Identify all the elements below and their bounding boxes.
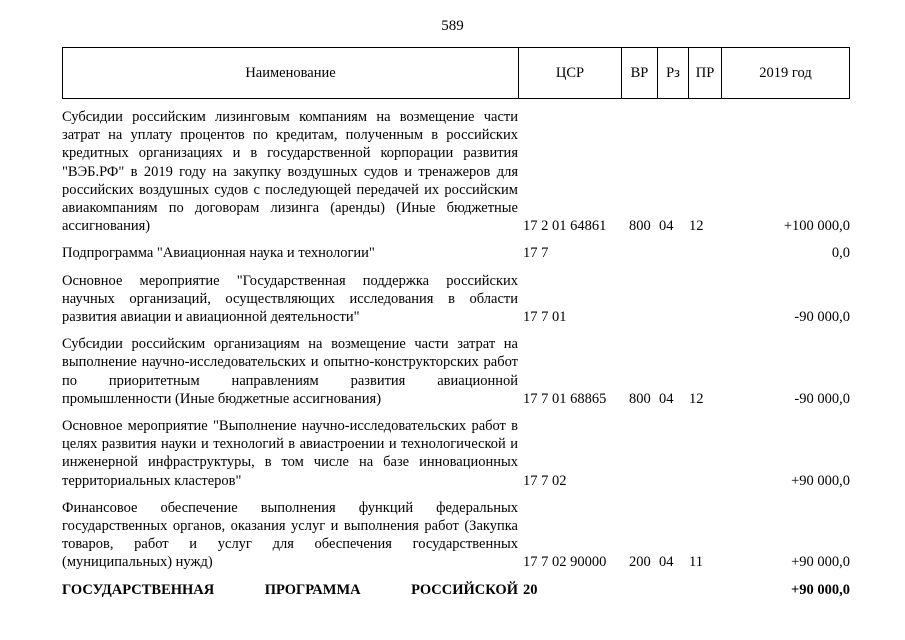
page-number: 589 (441, 18, 464, 34)
table-row (62, 335, 850, 408)
row-name: Субсидии российским организациям на возмещение части затрат на выполнение научно-исследовательских и опытно-конструкторских работ по приоритетным направлениям развития авиационной промышленности (Иные бюджетные ассигнования) (62, 336, 518, 407)
row-csr: 17 7 (523, 245, 549, 262)
row-pr: 11 (689, 554, 703, 571)
row-vr: 800 (629, 218, 651, 235)
row-rz: 04 (659, 218, 674, 235)
row-value: +90 000,0 (790, 581, 850, 598)
row-value: 0,0 (831, 245, 850, 262)
header-rz: Рз (658, 48, 689, 98)
row-rz: 04 (659, 554, 674, 571)
header-pr: ПР (689, 48, 722, 98)
table-row (62, 417, 850, 490)
row-name: Субсидии российским лизинговым компаниям на возмещение части затрат на уплату процентов по кредитам, полученным в российских кредитных организациях и в государственной корпорации развития "ВЭБ.РФ" в 2019 году на закупку воздушных судов и тренажеров для российских воздушных судов с последующей передачей их российским авиакомпаниям по договорам лизинга (аренды) (Иные бюджетные ассигнования) (62, 109, 518, 235)
row-csr: 17 7 02 90000 (523, 554, 607, 571)
row-vr: 800 (629, 390, 651, 407)
row-value: +90 000,0 (791, 554, 850, 571)
table-header (62, 47, 850, 99)
row-name: Основное мероприятие "Государственная поддержка российских научных организаций, осуществляющих исследования в области развития авиации и авиационной деятельности" (62, 272, 518, 326)
header-year: 2019 год (759, 64, 812, 81)
row-value: -90 000,0 (794, 309, 850, 326)
table-body (62, 108, 850, 608)
row-name: Финансовое обеспечение выполнения функций федеральных государственных органов, оказания услуг и выполнения работ (Закупка товаров, работ и услуг для обеспечения государственных (муниципальных) нужд) (62, 499, 518, 571)
table-row (62, 244, 850, 262)
row-csr: 17 7 01 (523, 309, 567, 326)
row-name: Основное мероприятие "Выполнение научно-исследовательских работ в целях развития науки и технологий в авиастроении и технологической и инженерной инфраструктуры, в том числе на базе инновационных территориальных кластеров" (62, 418, 518, 489)
row-value: -90 000,0 (794, 390, 850, 407)
table-row (62, 499, 850, 572)
header-vr: ВР (622, 48, 658, 98)
row-csr: 17 7 02 (523, 472, 567, 489)
row-csr: 20 (523, 581, 538, 598)
row-vr: 200 (629, 554, 651, 571)
header-name: Наименование (63, 48, 519, 98)
row-value: +90 000,0 (791, 472, 850, 489)
table-row (62, 581, 850, 599)
table-row (62, 272, 850, 327)
row-name: Подпрограмма "Авиационная наука и технологии" (62, 245, 375, 262)
row-rz: 04 (659, 390, 674, 407)
table-row (62, 108, 850, 235)
row-csr: 17 2 01 64861 (523, 218, 607, 235)
row-pr: 12 (689, 218, 704, 235)
row-pr: 12 (689, 390, 704, 407)
header-csr: ЦСР (519, 48, 622, 98)
row-value: +100 000,0 (783, 218, 850, 235)
row-csr: 17 7 01 68865 (523, 390, 607, 407)
row-name: ГОСУДАРСТВЕННАЯ ПРОГРАММА РОССИЙСКОЙ (62, 581, 518, 598)
